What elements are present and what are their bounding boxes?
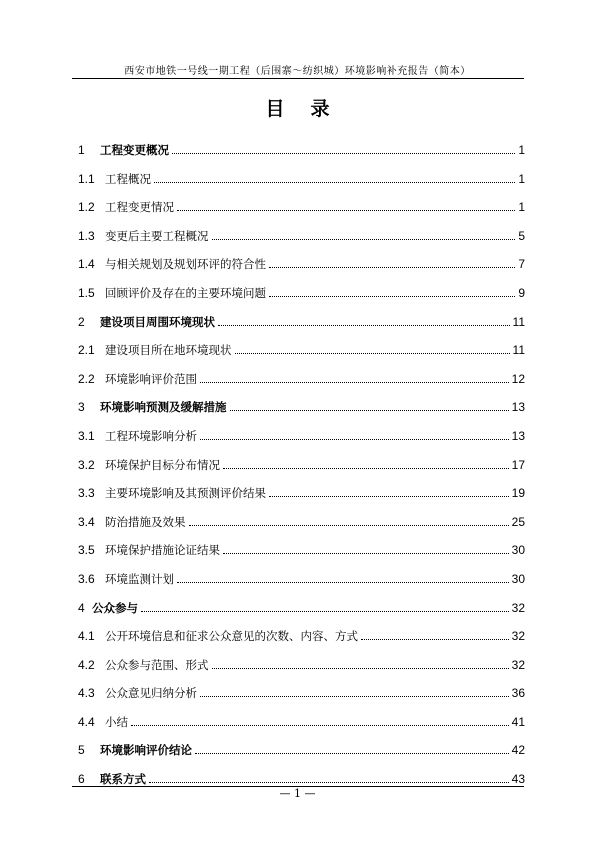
- toc-dot-leader: [212, 668, 509, 669]
- toc-entry-page: 25: [511, 514, 525, 529]
- toc-dot-leader: [189, 525, 509, 526]
- toc-entry-page: 30: [511, 571, 525, 586]
- toc-entry[interactable]: [78, 339, 525, 368]
- toc-entry-page: 7: [518, 257, 525, 272]
- toc-entry-number: 4.1: [78, 629, 95, 644]
- toc-entry-page: 13: [511, 428, 525, 443]
- toc-entry-number: 2.2: [78, 371, 95, 386]
- toc-dot-leader: [200, 439, 509, 440]
- toc-entry-page: 5: [518, 228, 525, 243]
- toc-dot-leader: [269, 267, 515, 268]
- toc-entry[interactable]: [78, 568, 525, 597]
- toc-entry[interactable]: [78, 597, 525, 626]
- page-number: — 1 —: [279, 787, 316, 800]
- toc-entry-page: 1: [518, 143, 525, 157]
- toc-entry-number: 1.3: [78, 228, 95, 243]
- toc-dot-leader: [223, 468, 509, 469]
- toc-entry-number: 2.1: [78, 343, 95, 358]
- toc-dot-leader: [177, 582, 509, 583]
- toc-dot-leader: [212, 239, 516, 240]
- toc-entry-label: 防治措施及效果: [105, 514, 186, 529]
- toc-entry-label: 回顾评价及存在的主要环境问题: [105, 285, 266, 300]
- table-of-contents: [78, 139, 525, 797]
- toc-entry[interactable]: [78, 682, 525, 711]
- toc-dot-leader: [149, 782, 509, 783]
- toc-entry-label: 小结: [105, 714, 128, 729]
- toc-entry-number: 6: [78, 772, 85, 787]
- toc-entry-label: 变更后主要工程概况: [105, 228, 209, 243]
- toc-entry[interactable]: [78, 396, 525, 425]
- toc-entry-number: 5: [78, 743, 85, 758]
- toc-entry-label: 环境影响评价结论: [100, 743, 192, 758]
- toc-dot-leader: [154, 182, 515, 183]
- toc-entry[interactable]: [78, 482, 525, 511]
- toc-entry[interactable]: [78, 625, 525, 654]
- toc-entry-page: 32: [511, 657, 525, 672]
- toc-entry-label: 环境监测计划: [105, 571, 174, 586]
- toc-entry-label: 与相关规划及规划环评的符合性: [105, 257, 266, 272]
- toc-entry-label: 环境保护措施论证结果: [105, 543, 220, 558]
- toc-entry-label: 环境保护目标分布情况: [105, 457, 220, 472]
- toc-entry-page: 32: [511, 629, 525, 644]
- toc-entry-page: 30: [511, 543, 525, 558]
- toc-dot-leader: [200, 382, 509, 383]
- toc-entry-number: 1.2: [78, 200, 95, 215]
- toc-entry-number: 3.2: [78, 457, 95, 472]
- toc-entry[interactable]: [78, 654, 525, 683]
- toc-entry-page: 1: [518, 171, 525, 186]
- toc-entry-page: 41: [511, 714, 525, 729]
- toc-entry-number: 1.1: [78, 171, 95, 186]
- toc-dot-leader: [223, 553, 509, 554]
- toc-entry-number: 3.3: [78, 486, 95, 501]
- toc-dot-leader: [218, 325, 510, 326]
- toc-entry[interactable]: [78, 739, 525, 768]
- toc-entry-page: 12: [511, 371, 525, 386]
- toc-entry[interactable]: [78, 368, 525, 397]
- toc-entry-number: 4.3: [78, 686, 95, 701]
- header-rule: [72, 78, 524, 79]
- toc-dot-leader: [361, 639, 509, 640]
- toc-entry[interactable]: [78, 311, 525, 340]
- toc-entry-number: 4.2: [78, 657, 95, 672]
- toc-entry-page: 11: [512, 314, 525, 329]
- toc-entry-page: 11: [512, 343, 525, 358]
- toc-entry-label: 工程变更概况: [100, 143, 169, 157]
- toc-entry-number: 4: [78, 600, 85, 615]
- toc-entry-label: 公众意见归纳分析: [105, 686, 197, 701]
- toc-entry-number: 1: [78, 143, 85, 157]
- toc-entry-page: 32: [511, 600, 525, 615]
- toc-entry-page: 19: [511, 486, 525, 501]
- toc-entry-label: 公众参与: [92, 600, 138, 615]
- toc-dot-leader: [269, 496, 509, 497]
- toc-entry[interactable]: [78, 454, 525, 483]
- toc-entry[interactable]: [78, 511, 525, 540]
- toc-entry[interactable]: [78, 139, 525, 168]
- toc-entry-page: 43: [511, 772, 525, 787]
- toc-entry[interactable]: [78, 225, 525, 254]
- toc-entry-page: 36: [511, 686, 525, 701]
- toc-entry-label: 主要环境影响及其预测评价结果: [105, 486, 266, 501]
- toc-dot-leader: [195, 753, 509, 754]
- toc-entry-label: 工程变更情况: [105, 200, 174, 215]
- toc-dot-leader: [177, 210, 515, 211]
- toc-entry-number: 3: [78, 400, 85, 415]
- toc-dot-leader: [131, 725, 509, 726]
- toc-dot-leader: [269, 296, 515, 297]
- toc-entry-label: 联系方式: [100, 772, 146, 787]
- toc-entry-number: 1.5: [78, 285, 95, 300]
- toc-entry-number: 3.6: [78, 571, 95, 586]
- toc-entry-label: 公开环境信息和征求公众意见的次数、内容、方式: [105, 629, 358, 644]
- toc-entry-label: 建设项目所在地环境现状: [105, 343, 232, 358]
- toc-entry[interactable]: [78, 425, 525, 454]
- toc-entry[interactable]: [78, 253, 525, 282]
- toc-entry-page: 13: [511, 400, 525, 415]
- toc-dot-leader: [141, 611, 509, 612]
- toc-entry-page: 42: [511, 743, 525, 758]
- toc-dot-leader: [235, 353, 510, 354]
- toc-entry-label: 环境影响评价范围: [105, 371, 197, 386]
- toc-entry-number: 2: [78, 314, 85, 329]
- toc-entry-page: 1: [518, 200, 525, 215]
- toc-entry[interactable]: [78, 282, 525, 311]
- toc-title: 目录: [265, 98, 356, 120]
- toc-entry-label: 环境影响预测及缓解措施: [100, 400, 227, 415]
- toc-dot-leader: [172, 153, 515, 154]
- toc-entry-number: 3.4: [78, 514, 95, 529]
- toc-entry-number: 3.1: [78, 428, 95, 443]
- toc-entry-page: 17: [511, 457, 525, 472]
- toc-entry-label: 建设项目周围环境现状: [100, 314, 215, 329]
- toc-entry-label: 工程概况: [105, 171, 151, 186]
- toc-entry[interactable]: [78, 196, 525, 225]
- running-header: 西安市地铁一号线一期工程（后围寨～纺织城）环境影响补充报告（简本）: [124, 66, 471, 77]
- toc-entry-label: 工程环境影响分析: [105, 428, 197, 443]
- toc-entry-label: 公众参与范围、形式: [105, 657, 209, 672]
- toc-entry[interactable]: [78, 168, 525, 197]
- toc-dot-leader: [230, 410, 509, 411]
- toc-entry-number: 3.5: [78, 543, 95, 558]
- toc-entry[interactable]: [78, 711, 525, 740]
- toc-entry-page: 9: [518, 285, 525, 300]
- toc-entry[interactable]: [78, 539, 525, 568]
- toc-entry-number: 1.4: [78, 257, 95, 272]
- toc-entry-number: 4.4: [78, 714, 95, 729]
- toc-dot-leader: [200, 696, 509, 697]
